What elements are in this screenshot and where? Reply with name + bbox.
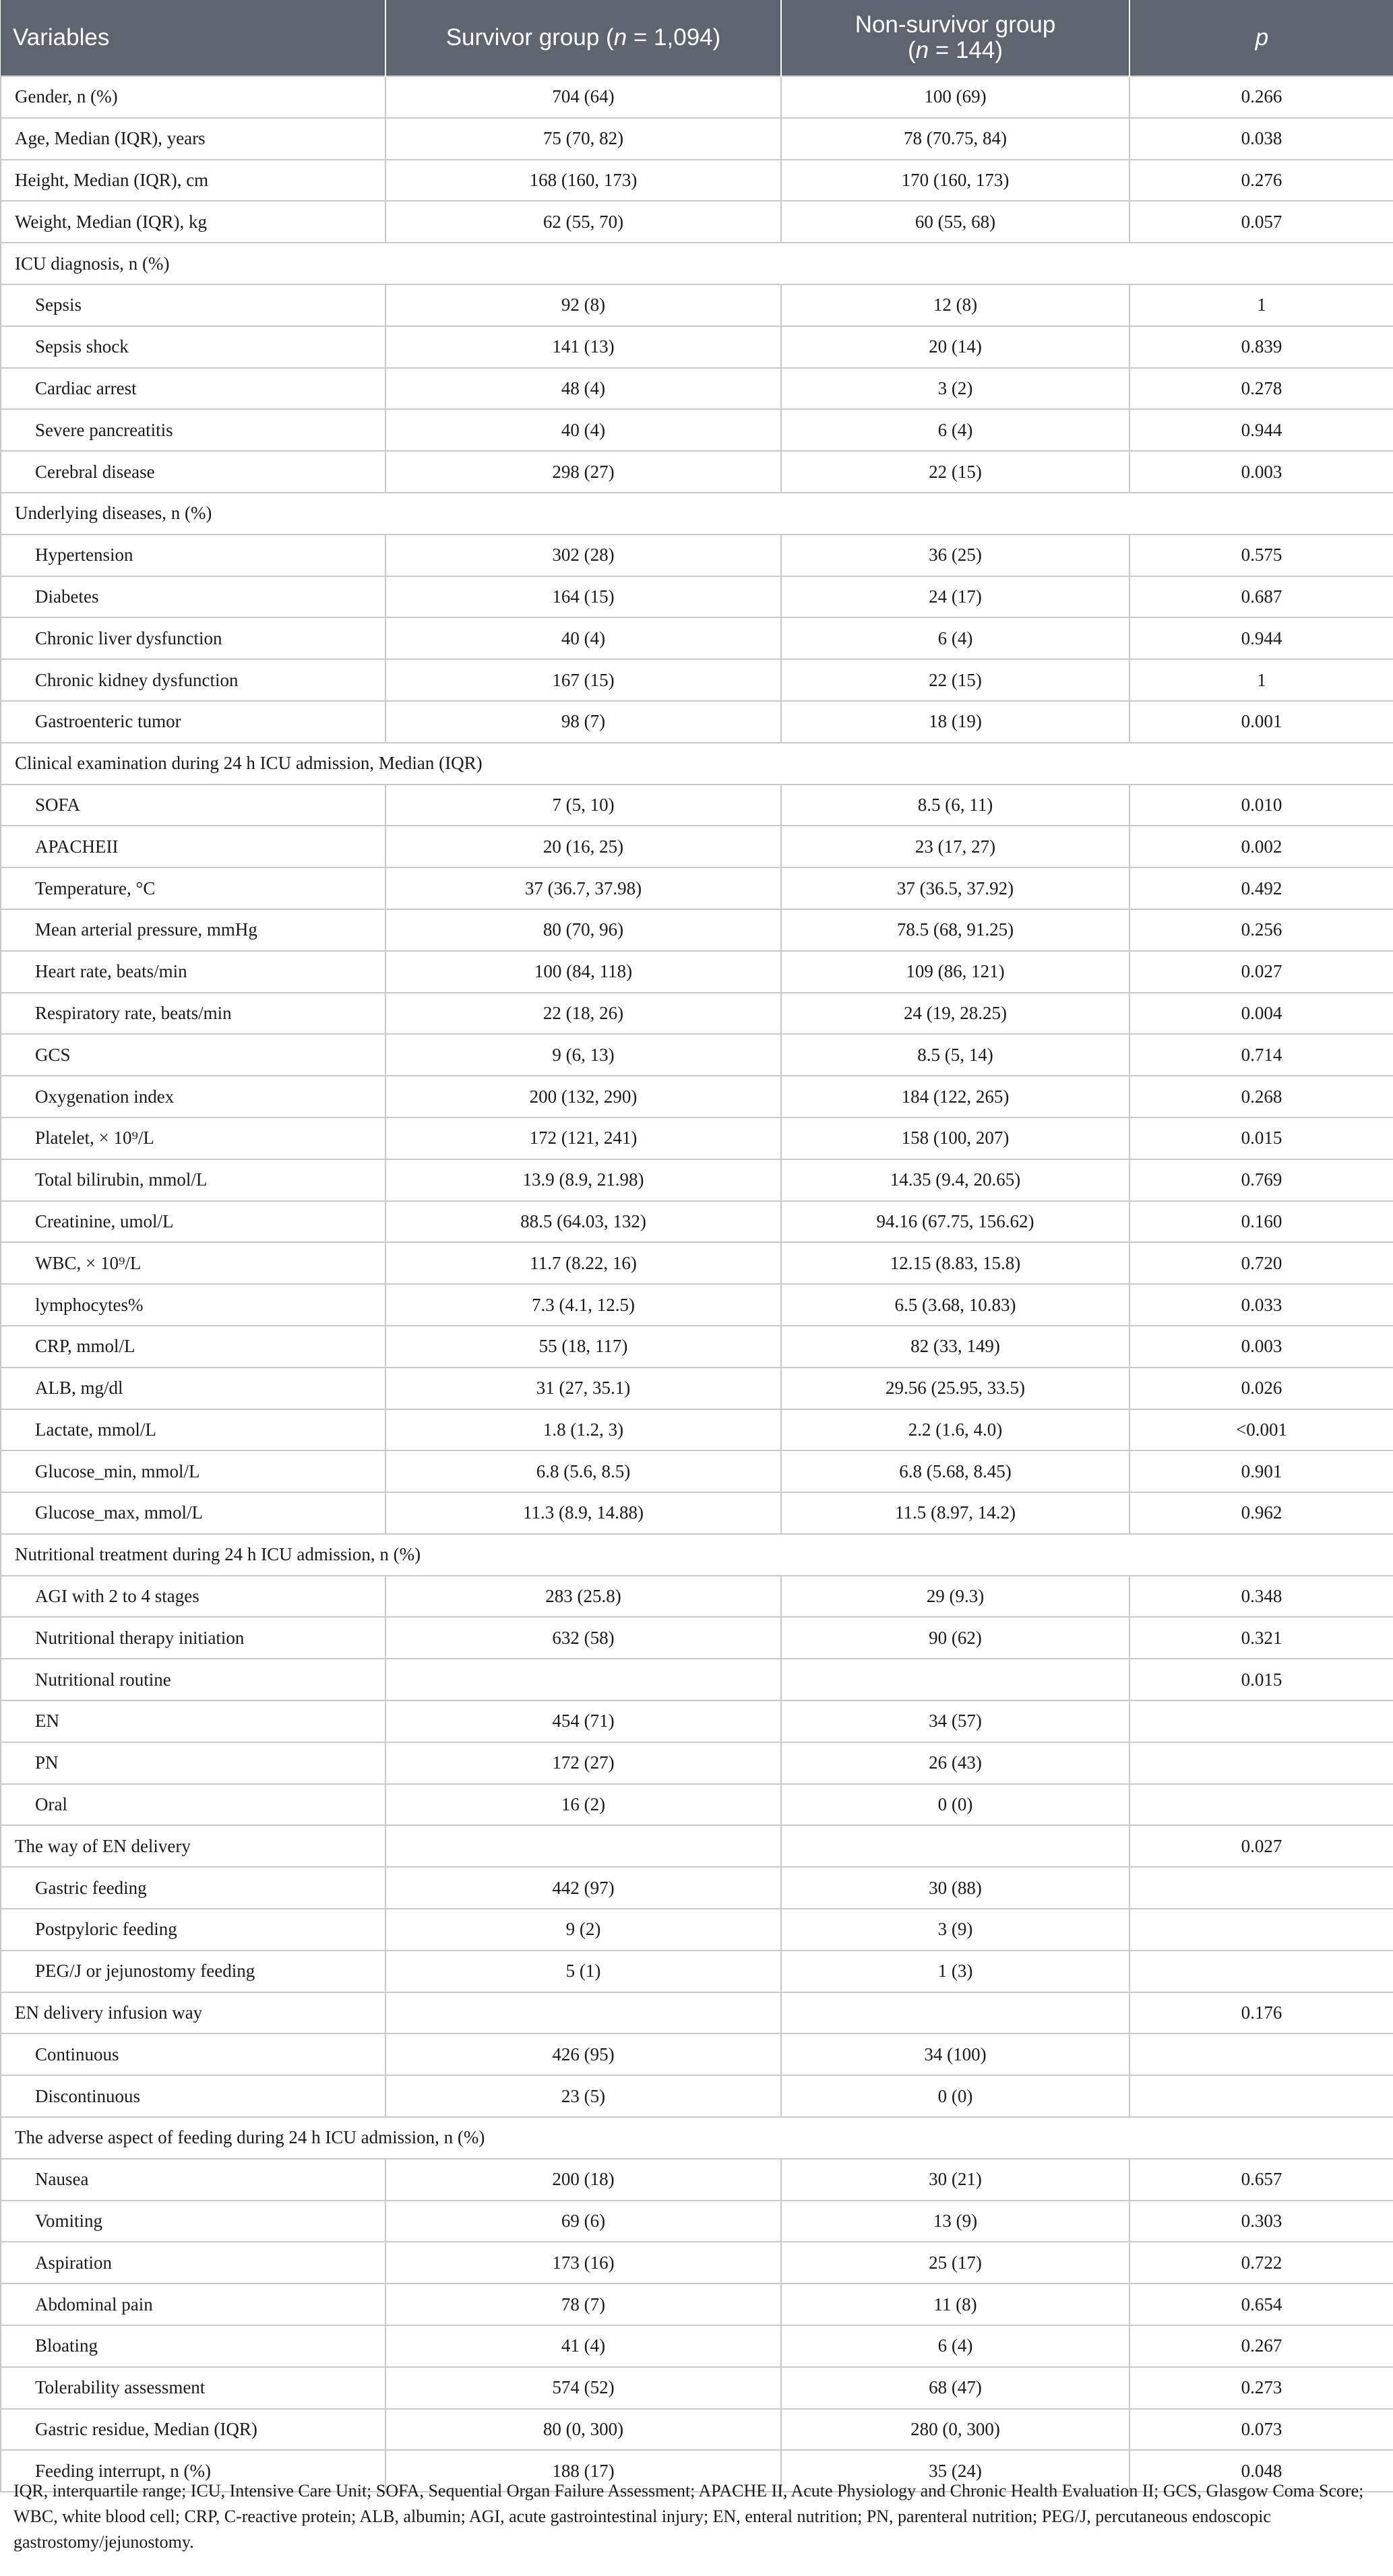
nonsurvivor-cell: 82 (33, 149): [781, 1326, 1129, 1368]
p-value-cell: 0.687: [1129, 576, 1393, 618]
p-value-cell: 0.714: [1129, 1034, 1393, 1076]
survivor-cell: 40 (4): [385, 409, 781, 451]
nonsurvivor-n: n: [915, 37, 929, 63]
nonsurvivor-prefix: (: [907, 37, 916, 63]
nonsurvivor-cell: 6 (4): [781, 617, 1129, 659]
nonsurvivor-cell: 184 (122, 265): [781, 1076, 1129, 1117]
nonsurvivor-cell: 109 (86, 121): [781, 951, 1129, 993]
variable-cell: EN: [1, 1700, 385, 1742]
variable-cell: Creatinine, umol/L: [1, 1201, 385, 1243]
p-value-cell: 0.944: [1129, 409, 1393, 451]
variable-cell: Weight, Median (IQR), kg: [1, 201, 385, 243]
section-row: [1, 1534, 1393, 1576]
table-row: [1, 1034, 1393, 1076]
variable-cell: Respiratory rate, beats/min: [1, 993, 385, 1035]
survivor-cell: 6.8 (5.6, 8.5): [385, 1450, 781, 1492]
variable-cell: Postpyloric feeding: [1, 1909, 385, 1951]
survivor-cell: 37 (36.7, 37.98): [385, 867, 781, 909]
survivor-cell: [385, 1659, 781, 1700]
survivor-cell: 92 (8): [385, 284, 781, 326]
variable-cell: Age, Median (IQR), years: [1, 118, 385, 160]
p-value-cell: 0.073: [1129, 2409, 1393, 2451]
variable-cell: Nutritional routine: [1, 1659, 385, 1700]
variable-cell: Diabetes: [1, 576, 385, 618]
p-value-cell: 0.038: [1129, 118, 1393, 160]
nonsurvivor-cell: 25 (17): [781, 2242, 1129, 2283]
table-row: [1, 1450, 1393, 1492]
nonsurvivor-cell: 1 (3): [781, 1951, 1129, 1992]
variable-cell: Nausea: [1, 2159, 385, 2201]
p-value-cell: 0.278: [1129, 368, 1393, 410]
nonsurvivor-cell: 158 (100, 207): [781, 1117, 1129, 1159]
section-label: The adverse aspect of feeding during 24 h ICU admission, n (%): [1, 2117, 1393, 2159]
variable-cell: Glucose_max, mmol/L: [1, 1492, 385, 1534]
table-row: [1, 909, 1393, 951]
variable-cell: Vomiting: [1, 2201, 385, 2242]
variable-cell: Aspiration: [1, 2242, 385, 2283]
survivor-cell: 11.7 (8.22, 16): [385, 1242, 781, 1284]
nonsurvivor-cell: 6 (4): [781, 2325, 1129, 2367]
p-value-cell: 0.026: [1129, 1368, 1393, 1409]
p-value-cell: 0.273: [1129, 2367, 1393, 2409]
nonsurvivor-cell: 30 (88): [781, 1867, 1129, 1909]
p-value-cell: 0.266: [1129, 76, 1393, 118]
table-row: [1, 659, 1393, 701]
survivor-cell: 172 (27): [385, 1742, 781, 1784]
p-value-cell: 0.001: [1129, 701, 1393, 743]
nonsurvivor-cell: 30 (21): [781, 2159, 1129, 2201]
variable-cell: Total bilirubin, mmol/L: [1, 1159, 385, 1201]
nonsurvivor-line1: Non-survivor group: [855, 11, 1056, 38]
table-row: [1, 951, 1393, 993]
table-row: [1, 2075, 1393, 2117]
variable-cell: Oral: [1, 1784, 385, 1826]
variable-cell: SOFA: [1, 785, 385, 826]
table-row: [1, 701, 1393, 743]
header-variables: Variables: [1, 0, 385, 76]
nonsurvivor-cell: 20 (14): [781, 326, 1129, 368]
nonsurvivor-cell: 6.8 (5.68, 8.45): [781, 1450, 1129, 1492]
variable-cell: AGI with 2 to 4 stages: [1, 1576, 385, 1618]
table-row: [1, 534, 1393, 576]
table-row: [1, 1659, 1393, 1700]
survivor-cell: 69 (6): [385, 2201, 781, 2242]
variable-cell: ALB, mg/dl: [1, 1368, 385, 1409]
survivor-cell: 574 (52): [385, 2367, 781, 2409]
nonsurvivor-cell: 280 (0, 300): [781, 2409, 1129, 2451]
survivor-cell: 426 (95): [385, 2033, 781, 2075]
table-row: [1, 576, 1393, 618]
table-row: [1, 2283, 1393, 2325]
nonsurvivor-cell: 94.16 (67.75, 156.62): [781, 1201, 1129, 1243]
p-value-cell: 0.321: [1129, 1617, 1393, 1659]
p-value-cell: 0.160: [1129, 1201, 1393, 1243]
nonsurvivor-cell: 0 (0): [781, 2075, 1129, 2117]
nonsurvivor-cell: [781, 1659, 1129, 1700]
table-row: [1, 1992, 1393, 2034]
survivor-cell: 168 (160, 173): [385, 160, 781, 202]
p-value-cell: 0.839: [1129, 326, 1393, 368]
p-value-cell: 0.004: [1129, 993, 1393, 1035]
table-row: [1, 284, 1393, 326]
nonsurvivor-cell: 8.5 (5, 14): [781, 1034, 1129, 1076]
table-body: [1, 76, 1393, 2492]
nonsurvivor-cell: 23 (17, 27): [781, 826, 1129, 867]
table-row: [1, 1159, 1393, 1201]
survivor-cell: 13.9 (8.9, 21.98): [385, 1159, 781, 1201]
survivor-cell: 167 (15): [385, 659, 781, 701]
survivor-cell: 62 (55, 70): [385, 201, 781, 243]
p-value-cell: 0.657: [1129, 2159, 1393, 2201]
nonsurvivor-cell: 13 (9): [781, 2201, 1129, 2242]
table-header: [1, 0, 1393, 76]
table-row: [1, 617, 1393, 659]
variable-cell: Cerebral disease: [1, 451, 385, 493]
p-value-cell: 0.720: [1129, 1242, 1393, 1284]
nonsurvivor-cell: 3 (9): [781, 1909, 1129, 1951]
p-value-cell: 0.176: [1129, 1992, 1393, 2034]
p-value-cell: [1129, 1742, 1393, 1784]
nonsurvivor-cell: 14.35 (9.4, 20.65): [781, 1159, 1129, 1201]
p-value-cell: 0.769: [1129, 1159, 1393, 1201]
p-value-cell: [1129, 1909, 1393, 1951]
variable-cell: Sepsis: [1, 284, 385, 326]
nonsurvivor-cell: 22 (15): [781, 451, 1129, 493]
variable-cell: CRP, mmol/L: [1, 1326, 385, 1368]
nonsurvivor-cell: [781, 1825, 1129, 1867]
variable-cell: Oxygenation index: [1, 1076, 385, 1117]
nonsurvivor-cell: 11.5 (8.97, 14.2): [781, 1492, 1129, 1534]
p-value-cell: 0.057: [1129, 201, 1393, 243]
nonsurvivor-cell: 6 (4): [781, 409, 1129, 451]
p-value-cell: 0.256: [1129, 909, 1393, 951]
survivor-cell: 7.3 (4.1, 12.5): [385, 1284, 781, 1326]
table-row: [1, 1368, 1393, 1409]
survivor-cell: 7 (5, 10): [385, 785, 781, 826]
nonsurvivor-cell: 18 (19): [781, 701, 1129, 743]
table-row: [1, 1867, 1393, 1909]
variable-cell: Lactate, mmol/L: [1, 1409, 385, 1451]
nonsurvivor-cell: 78.5 (68, 91.25): [781, 909, 1129, 951]
table-footnote: IQR, interquartile range; ICU, Intensive Care Unit; SOFA, Sequential Organ Failure Assessment; APACHE II, Acute Physiology and Chronic Health Evaluation II; GCS, Glasgow Coma Score; WBC, white blood cell; CRP, C-reactive protein; ALB, albumin; AGI, acute gastrointestinal injury; EN, enteral nutrition; PN, parenteral nutrition; PEG/J, percutaneous endoscopic gastrostomy/jejunostomy.: [13, 2481, 1364, 2552]
p-value-cell: 0.002: [1129, 826, 1393, 867]
table-row: [1, 1201, 1393, 1243]
survivor-cell: 454 (71): [385, 1700, 781, 1742]
p-value-cell: [1129, 1951, 1393, 1992]
header-row: [1, 0, 1393, 76]
nonsurvivor-cell: 29 (9.3): [781, 1576, 1129, 1618]
table-row: [1, 867, 1393, 909]
variable-cell: Height, Median (IQR), cm: [1, 160, 385, 202]
variable-cell: PN: [1, 1742, 385, 1784]
table-row: [1, 785, 1393, 826]
p-value-cell: 0.901: [1129, 1450, 1393, 1492]
variable-cell: Cardiac arrest: [1, 368, 385, 410]
p-value-cell: [1129, 1784, 1393, 1826]
section-label: Underlying diseases, n (%): [1, 493, 1393, 534]
survivor-cell: 31 (27, 35.1): [385, 1368, 781, 1409]
variable-cell: Heart rate, beats/min: [1, 951, 385, 993]
p-value-cell: <0.001: [1129, 1409, 1393, 1451]
survivor-cell: 80 (0, 300): [385, 2409, 781, 2451]
variable-cell: Chronic liver dysfunction: [1, 617, 385, 659]
variable-cell: Temperature, °C: [1, 867, 385, 909]
variable-cell: Sepsis shock: [1, 326, 385, 368]
p-value-cell: [1129, 2075, 1393, 2117]
variable-cell: Continuous: [1, 2033, 385, 2075]
nonsurvivor-cell: 24 (19, 28.25): [781, 993, 1129, 1035]
variable-cell: lymphocytes%: [1, 1284, 385, 1326]
nonsurvivor-cell: 2.2 (1.6, 4.0): [781, 1409, 1129, 1451]
nonsurvivor-cell: 8.5 (6, 11): [781, 785, 1129, 826]
p-value-cell: 0.027: [1129, 951, 1393, 993]
variable-cell: WBC, × 10⁹/L: [1, 1242, 385, 1284]
p-value-cell: [1129, 1867, 1393, 1909]
p-value-cell: 0.348: [1129, 1576, 1393, 1618]
variable-cell: Chronic kidney dysfunction: [1, 659, 385, 701]
survivor-cell: 164 (15): [385, 576, 781, 618]
nonsurvivor-cell: 90 (62): [781, 1617, 1129, 1659]
p-value-cell: 0.654: [1129, 2283, 1393, 2325]
table-row: [1, 409, 1393, 451]
survivor-cell: 173 (16): [385, 2242, 781, 2283]
survivor-cell: 41 (4): [385, 2325, 781, 2367]
nonsurvivor-cell: 12 (8): [781, 284, 1129, 326]
table-row: [1, 201, 1393, 243]
variable-cell: Gastric residue, Median (IQR): [1, 2409, 385, 2451]
p-value-cell: [1129, 1700, 1393, 1742]
nonsurvivor-cell: 170 (160, 173): [781, 160, 1129, 202]
p-value-cell: 0.015: [1129, 1659, 1393, 1700]
variable-cell: The way of EN delivery: [1, 1825, 385, 1867]
variable-cell: Gender, n (%): [1, 76, 385, 118]
survivor-cell: 23 (5): [385, 2075, 781, 2117]
variable-cell: Severe pancreatitis: [1, 409, 385, 451]
survivor-cell: [385, 1992, 781, 2034]
p-value-cell: 0.722: [1129, 2242, 1393, 2283]
survivor-cell: 1.8 (1.2, 3): [385, 1409, 781, 1451]
table-row: [1, 1242, 1393, 1284]
section-label: Clinical examination during 24 h ICU admission, Median (IQR): [1, 743, 1393, 785]
table-row: [1, 2033, 1393, 2075]
table-row: [1, 1617, 1393, 1659]
table-row: [1, 1825, 1393, 1867]
variable-cell: EN delivery infusion way: [1, 1992, 385, 2034]
p-value-cell: 0.048: [1129, 2450, 1393, 2492]
survivor-cell: 88.5 (64.03, 132): [385, 1201, 781, 1243]
table-row: [1, 1742, 1393, 1784]
survivor-cell: 98 (7): [385, 701, 781, 743]
p-value-cell: 0.575: [1129, 534, 1393, 576]
table-row: [1, 2242, 1393, 2283]
survivor-suffix: = 1,094): [627, 24, 721, 51]
p-value-cell: 0.027: [1129, 1825, 1393, 1867]
p-value-cell: 0.276: [1129, 160, 1393, 202]
survivor-cell: 141 (13): [385, 326, 781, 368]
p-value-cell: 0.010: [1129, 785, 1393, 826]
survivor-cell: 632 (58): [385, 1617, 781, 1659]
survivor-cell: 704 (64): [385, 76, 781, 118]
table-row: [1, 1492, 1393, 1534]
survivor-prefix: Survivor group (: [445, 24, 614, 51]
table-row: [1, 451, 1393, 493]
table-row: [1, 1284, 1393, 1326]
p-value-cell: 0.268: [1129, 1076, 1393, 1117]
table-row: [1, 1117, 1393, 1159]
variable-cell: Tolerability assessment: [1, 2367, 385, 2409]
p-value-cell: [1129, 2033, 1393, 2075]
survivor-cell: 22 (18, 26): [385, 993, 781, 1035]
survivor-cell: 172 (121, 241): [385, 1117, 781, 1159]
variable-cell: Discontinuous: [1, 2075, 385, 2117]
p-value-cell: 0.267: [1129, 2325, 1393, 2367]
variable-cell: Gastric feeding: [1, 1867, 385, 1909]
variable-cell: Abdominal pain: [1, 2283, 385, 2325]
nonsurvivor-cell: 34 (57): [781, 1700, 1129, 1742]
survivor-cell: 100 (84, 118): [385, 951, 781, 993]
survivor-cell: 442 (97): [385, 1867, 781, 1909]
nonsurvivor-cell: 22 (15): [781, 659, 1129, 701]
table-row: [1, 1076, 1393, 1117]
variable-cell: GCS: [1, 1034, 385, 1076]
variable-cell: Hypertension: [1, 534, 385, 576]
table-row: [1, 993, 1393, 1035]
nonsurvivor-cell: 34 (100): [781, 2033, 1129, 2075]
section-label: Nutritional treatment during 24 h ICU admission, n (%): [1, 1534, 1393, 1576]
header-p-label: p: [1255, 24, 1269, 51]
table-row: [1, 1951, 1393, 1992]
table-row: [1, 118, 1393, 160]
p-value-cell: 1: [1129, 284, 1393, 326]
table-row: [1, 2325, 1393, 2367]
survivor-cell: 80 (70, 96): [385, 909, 781, 951]
survivor-cell: 200 (18): [385, 2159, 781, 2201]
variable-cell: Glucose_min, mmol/L: [1, 1450, 385, 1492]
variable-cell: Feeding interrupt, n (%): [1, 2450, 385, 2492]
p-value-cell: 0.492: [1129, 867, 1393, 909]
header-survivor-group: [385, 0, 781, 76]
nonsurvivor-cell: 3 (2): [781, 368, 1129, 410]
table-row: [1, 2201, 1393, 2242]
nonsurvivor-cell: 12.15 (8.83, 15.8): [781, 1242, 1129, 1284]
table-row: [1, 368, 1393, 410]
survivor-cell: 9 (2): [385, 1909, 781, 1951]
variable-cell: APACHEII: [1, 826, 385, 867]
table-row: [1, 76, 1393, 118]
section-row: [1, 243, 1393, 284]
survivor-cell: 188 (17): [385, 2450, 781, 2492]
header-nonsurvivor-group: [781, 0, 1129, 76]
nonsurvivor-cell: 100 (69): [781, 76, 1129, 118]
nonsurvivor-suffix: = 144): [929, 37, 1003, 63]
table-row: [1, 160, 1393, 202]
p-value-cell: 0.303: [1129, 2201, 1393, 2242]
table-row: [1, 1909, 1393, 1951]
survivor-cell: 9 (6, 13): [385, 1034, 781, 1076]
nonsurvivor-cell: 26 (43): [781, 1742, 1129, 1784]
section-label: ICU diagnosis, n (%): [1, 243, 1393, 284]
p-value-cell: 0.003: [1129, 451, 1393, 493]
table-row: [1, 826, 1393, 867]
survivor-cell: 298 (27): [385, 451, 781, 493]
survivor-cell: 78 (7): [385, 2283, 781, 2325]
nonsurvivor-cell: 78 (70.75, 84): [781, 118, 1129, 160]
section-row: [1, 493, 1393, 534]
variable-cell: PEG/J or jejunostomy feeding: [1, 1951, 385, 1992]
table-row: [1, 1700, 1393, 1742]
p-value-cell: 0.944: [1129, 617, 1393, 659]
survivor-cell: 283 (25.8): [385, 1576, 781, 1618]
nonsurvivor-cell: 35 (24): [781, 2450, 1129, 2492]
nonsurvivor-cell: 24 (17): [781, 576, 1129, 618]
nonsurvivor-cell: 36 (25): [781, 534, 1129, 576]
table-row: [1, 2409, 1393, 2451]
survivor-cell: 55 (18, 117): [385, 1326, 781, 1368]
table-row: [1, 2159, 1393, 2201]
survivor-cell: 200 (132, 290): [385, 1076, 781, 1117]
nonsurvivor-cell: 6.5 (3.68, 10.83): [781, 1284, 1129, 1326]
table-row: [1, 326, 1393, 368]
survivor-cell: [385, 1825, 781, 1867]
variable-cell: Platelet, × 10⁹/L: [1, 1117, 385, 1159]
section-row: [1, 743, 1393, 785]
survivor-cell: 75 (70, 82): [385, 118, 781, 160]
survivor-cell: 5 (1): [385, 1951, 781, 1992]
table-row: [1, 2367, 1393, 2409]
nonsurvivor-cell: [781, 1992, 1129, 2034]
variable-cell: Mean arterial pressure, mmHg: [1, 909, 385, 951]
p-value-cell: 0.033: [1129, 1284, 1393, 1326]
variable-cell: Bloating: [1, 2325, 385, 2367]
header-p-value: [1129, 0, 1393, 76]
p-value-cell: 0.962: [1129, 1492, 1393, 1534]
survivor-cell: 302 (28): [385, 534, 781, 576]
survivor-cell: 40 (4): [385, 617, 781, 659]
p-value-cell: 0.003: [1129, 1326, 1393, 1368]
p-value-cell: 1: [1129, 659, 1393, 701]
variable-cell: Nutritional therapy initiation: [1, 1617, 385, 1659]
survivor-cell: 11.3 (8.9, 14.88): [385, 1492, 781, 1534]
section-row: [1, 2117, 1393, 2159]
survivor-cell: 48 (4): [385, 368, 781, 410]
table-row: [1, 1576, 1393, 1618]
survivor-n: n: [613, 24, 627, 51]
table-row: [1, 1326, 1393, 1368]
table-row: [1, 1409, 1393, 1451]
nonsurvivor-cell: 0 (0): [781, 1784, 1129, 1826]
nonsurvivor-cell: 60 (55, 68): [781, 201, 1129, 243]
nonsurvivor-cell: 11 (8): [781, 2283, 1129, 2325]
nonsurvivor-cell: 37 (36.5, 37.92): [781, 867, 1129, 909]
survivor-cell: 16 (2): [385, 1784, 781, 1826]
nonsurvivor-cell: 68 (47): [781, 2367, 1129, 2409]
table-row: [1, 1784, 1393, 1826]
survivor-cell: 20 (16, 25): [385, 826, 781, 867]
p-value-cell: 0.015: [1129, 1117, 1393, 1159]
variable-cell: Gastroenteric tumor: [1, 701, 385, 743]
nonsurvivor-cell: 29.56 (25.95, 33.5): [781, 1368, 1129, 1409]
